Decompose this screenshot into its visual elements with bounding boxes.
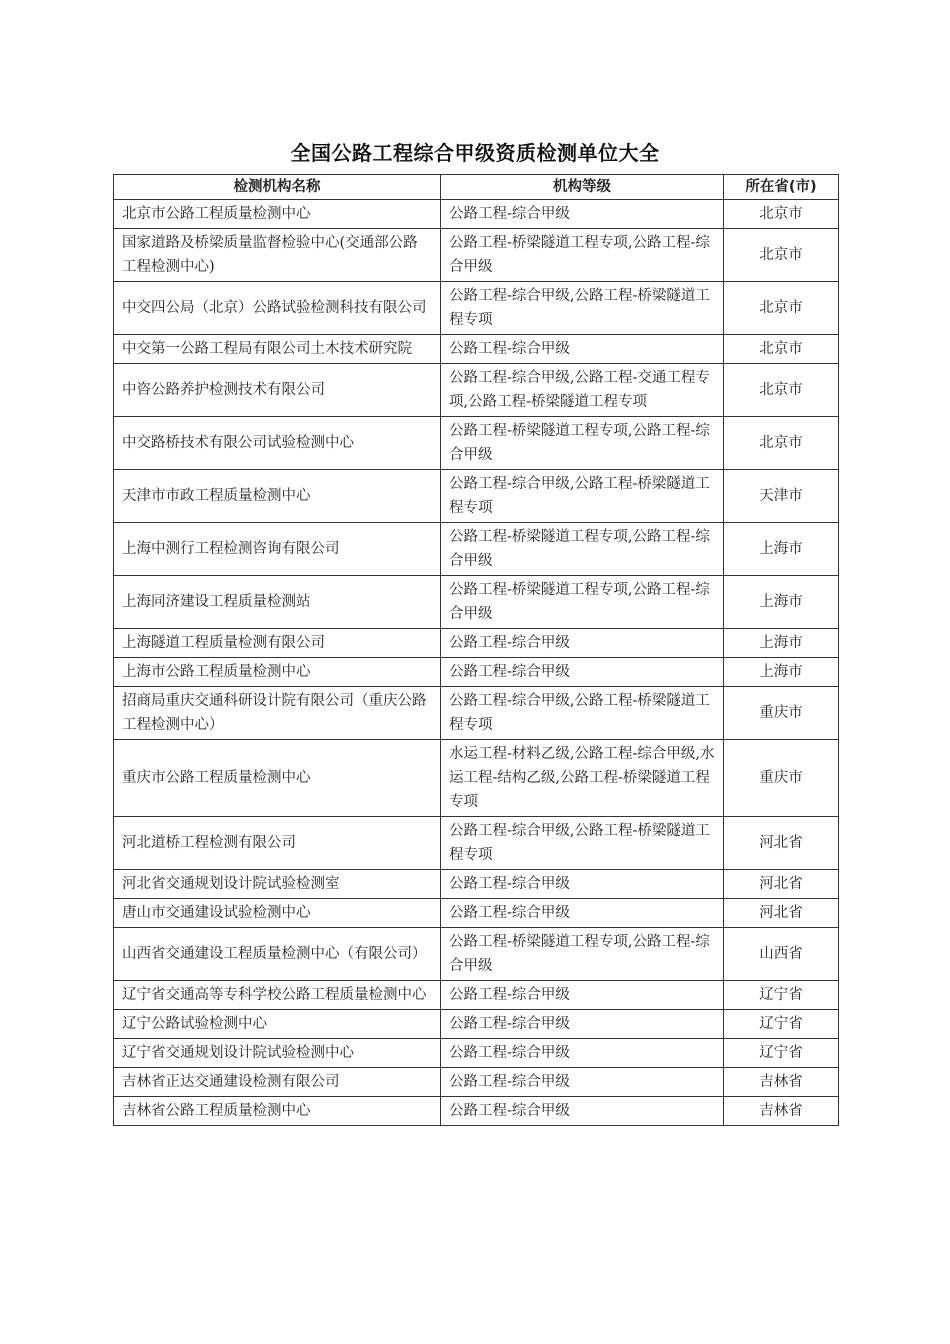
province-cell: 吉林省 bbox=[724, 1097, 839, 1126]
province-cell: 辽宁省 bbox=[724, 1010, 839, 1039]
province-cell: 山西省 bbox=[724, 928, 839, 981]
institution-level-cell: 公路工程-综合甲级 bbox=[441, 1097, 724, 1126]
institution-name-cell: 中交第一公路工程局有限公司土木技术研究院 bbox=[114, 335, 441, 364]
institution-name-cell: 河北省交通规划设计院试验检测室 bbox=[114, 870, 441, 899]
institution-level-cell: 公路工程-综合甲级 bbox=[441, 870, 724, 899]
province-cell: 上海市 bbox=[724, 629, 839, 658]
table-row bbox=[114, 658, 839, 687]
table-row bbox=[114, 335, 839, 364]
table-body bbox=[114, 200, 839, 1126]
table-row bbox=[114, 364, 839, 417]
table-row bbox=[114, 523, 839, 576]
institution-level-cell: 公路工程-综合甲级,公路工程-桥梁隧道工程专项 bbox=[441, 282, 724, 335]
institution-name-cell: 北京市公路工程质量检测中心 bbox=[114, 200, 441, 229]
institution-level-cell: 公路工程-综合甲级,公路工程-桥梁隧道工程专项 bbox=[441, 470, 724, 523]
table-row bbox=[114, 1097, 839, 1126]
table-row bbox=[114, 928, 839, 981]
institution-name-cell: 辽宁省交通高等专科学校公路工程质量检测中心 bbox=[114, 981, 441, 1010]
province-cell: 辽宁省 bbox=[724, 1039, 839, 1068]
header-institution-name: 检测机构名称 bbox=[114, 175, 441, 200]
table-row bbox=[114, 740, 839, 817]
institution-level-cell: 公路工程-综合甲级,公路工程-桥梁隧道工程专项 bbox=[441, 817, 724, 870]
table-header-row bbox=[114, 175, 839, 200]
table-row bbox=[114, 899, 839, 928]
province-cell: 天津市 bbox=[724, 470, 839, 523]
institution-level-cell: 公路工程-综合甲级,公路工程-交通工程专项,公路工程-桥梁隧道工程专项 bbox=[441, 364, 724, 417]
institution-level-cell: 公路工程-综合甲级 bbox=[441, 899, 724, 928]
table-row bbox=[114, 687, 839, 740]
header-province: 所在省(市) bbox=[724, 175, 839, 200]
institution-level-cell: 公路工程-综合甲级 bbox=[441, 335, 724, 364]
institution-level-cell: 公路工程-综合甲级 bbox=[441, 1068, 724, 1097]
institution-level-cell: 公路工程-综合甲级 bbox=[441, 658, 724, 687]
institution-level-cell: 公路工程-综合甲级,公路工程-桥梁隧道工程专项 bbox=[441, 687, 724, 740]
province-cell: 吉林省 bbox=[724, 1068, 839, 1097]
institution-name-cell: 辽宁省交通规划设计院试验检测中心 bbox=[114, 1039, 441, 1068]
province-cell: 上海市 bbox=[724, 523, 839, 576]
province-cell: 北京市 bbox=[724, 364, 839, 417]
institution-name-cell: 上海市公路工程质量检测中心 bbox=[114, 658, 441, 687]
province-cell: 河北省 bbox=[724, 899, 839, 928]
province-cell: 上海市 bbox=[724, 576, 839, 629]
province-cell: 上海市 bbox=[724, 658, 839, 687]
institution-name-cell: 上海隧道工程质量检测有限公司 bbox=[114, 629, 441, 658]
institution-name-cell: 辽宁公路试验检测中心 bbox=[114, 1010, 441, 1039]
institution-name-cell: 山西省交通建设工程质量检测中心（有限公司） bbox=[114, 928, 441, 981]
institution-level-cell: 公路工程-桥梁隧道工程专项,公路工程-综合甲级 bbox=[441, 523, 724, 576]
province-cell: 北京市 bbox=[724, 282, 839, 335]
table-row bbox=[114, 200, 839, 229]
province-cell: 辽宁省 bbox=[724, 981, 839, 1010]
institution-name-cell: 中交四公局（北京）公路试验检测科技有限公司 bbox=[114, 282, 441, 335]
institution-level-cell: 公路工程-桥梁隧道工程专项,公路工程-综合甲级 bbox=[441, 928, 724, 981]
institution-name-cell: 河北道桥工程检测有限公司 bbox=[114, 817, 441, 870]
table-row bbox=[114, 282, 839, 335]
province-cell: 北京市 bbox=[724, 229, 839, 282]
institution-level-cell: 公路工程-综合甲级 bbox=[441, 1010, 724, 1039]
table-row bbox=[114, 870, 839, 899]
institution-name-cell: 上海中测行工程检测咨询有限公司 bbox=[114, 523, 441, 576]
table-row bbox=[114, 629, 839, 658]
institution-name-cell: 吉林省公路工程质量检测中心 bbox=[114, 1097, 441, 1126]
institution-name-cell: 唐山市交通建设试验检测中心 bbox=[114, 899, 441, 928]
institution-table bbox=[113, 174, 839, 1126]
institution-name-cell: 重庆市公路工程质量检测中心 bbox=[114, 740, 441, 817]
table-row bbox=[114, 1039, 839, 1068]
province-cell: 北京市 bbox=[724, 417, 839, 470]
province-cell: 重庆市 bbox=[724, 740, 839, 817]
institution-level-cell: 公路工程-桥梁隧道工程专项,公路工程-综合甲级 bbox=[441, 576, 724, 629]
institution-level-cell: 公路工程-综合甲级 bbox=[441, 629, 724, 658]
institution-name-cell: 吉林省正达交通建设检测有限公司 bbox=[114, 1068, 441, 1097]
province-cell: 重庆市 bbox=[724, 687, 839, 740]
institution-name-cell: 国家道路及桥梁质量监督检验中心(交通部公路工程检测中心) bbox=[114, 229, 441, 282]
table-row bbox=[114, 1010, 839, 1039]
table-row bbox=[114, 470, 839, 523]
table-row bbox=[114, 1068, 839, 1097]
table-row bbox=[114, 981, 839, 1010]
institution-name-cell: 天津市市政工程质量检测中心 bbox=[114, 470, 441, 523]
table-row bbox=[114, 576, 839, 629]
institution-name-cell: 中咨公路养护检测技术有限公司 bbox=[114, 364, 441, 417]
page-title: 全国公路工程综合甲级资质检测单位大全 bbox=[290, 141, 660, 165]
institution-level-cell: 公路工程-综合甲级 bbox=[441, 200, 724, 229]
header-institution-level: 机构等级 bbox=[441, 175, 724, 200]
province-cell: 北京市 bbox=[724, 200, 839, 229]
table-row bbox=[114, 817, 839, 870]
table-row bbox=[114, 229, 839, 282]
institution-level-cell: 公路工程-综合甲级 bbox=[441, 1039, 724, 1068]
institution-level-cell: 水运工程-材料乙级,公路工程-综合甲级,水运工程-结构乙级,公路工程-桥梁隧道工程专项 bbox=[441, 740, 724, 817]
province-cell: 河北省 bbox=[724, 817, 839, 870]
institution-name-cell: 中交路桥技术有限公司试验检测中心 bbox=[114, 417, 441, 470]
province-cell: 北京市 bbox=[724, 335, 839, 364]
institution-level-cell: 公路工程-桥梁隧道工程专项,公路工程-综合甲级 bbox=[441, 417, 724, 470]
table-row bbox=[114, 417, 839, 470]
institution-level-cell: 公路工程-桥梁隧道工程专项,公路工程-综合甲级 bbox=[441, 229, 724, 282]
province-cell: 河北省 bbox=[724, 870, 839, 899]
institution-name-cell: 招商局重庆交通科研设计院有限公司（重庆公路工程检测中心） bbox=[114, 687, 441, 740]
institution-level-cell: 公路工程-综合甲级 bbox=[441, 981, 724, 1010]
institution-name-cell: 上海同济建设工程质量检测站 bbox=[114, 576, 441, 629]
